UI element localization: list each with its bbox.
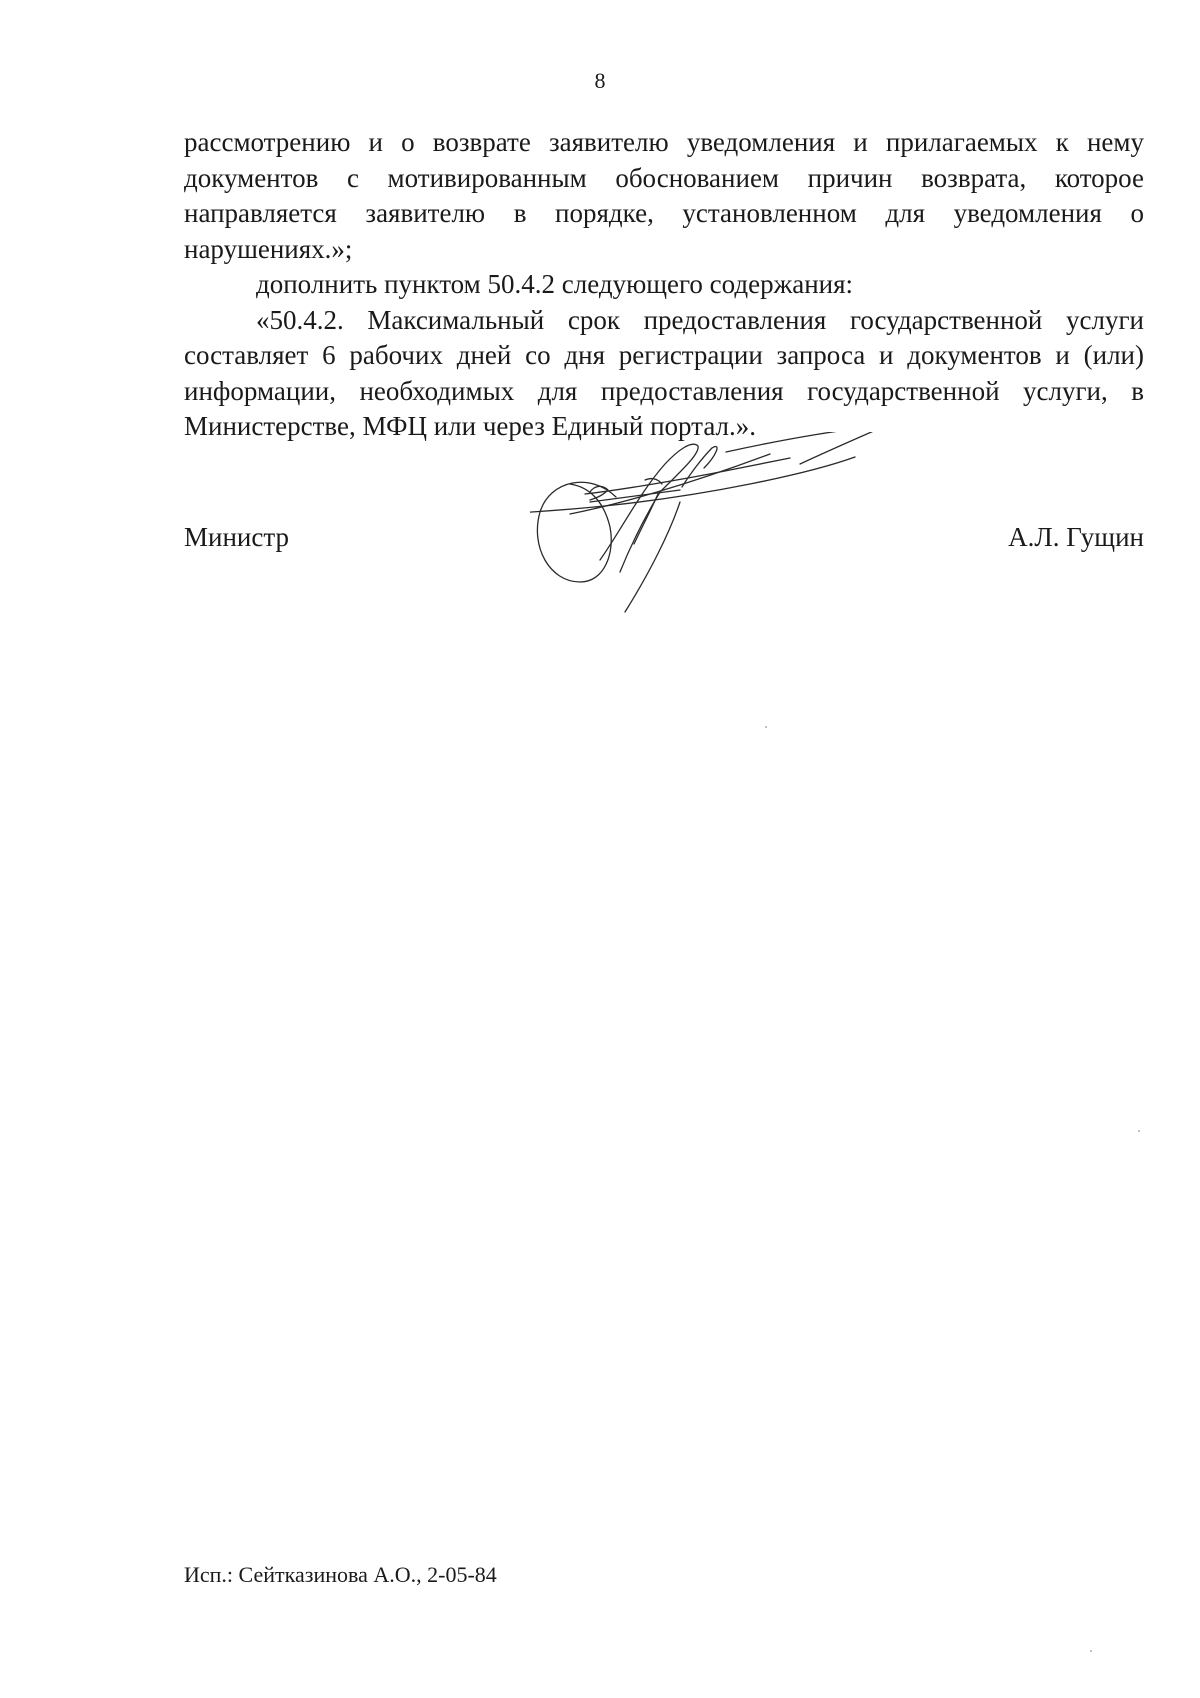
page-number: 8	[594, 68, 606, 93]
scan-speck	[765, 726, 767, 728]
document-body	[184, 125, 1144, 445]
executor-note: Исп.: Сейтказинова А.О., 2-05-84	[184, 1562, 497, 1587]
paragraph-continuation: рассмотрению и о возврате заявителю уведомления и прилагаемых к нему документов с мотивированным обоснованием причин возврата, которое направляется заявителю в порядке, установленном для уведомления о нарушениях.»;	[184, 127, 1144, 264]
scan-speck	[1138, 1130, 1140, 1132]
paragraph-amendment-intro: дополнить пунктом 50.4.2 следующего содержания:	[256, 269, 854, 299]
handwritten-signature	[530, 432, 930, 637]
scan-speck	[1090, 1650, 1092, 1652]
signer-position: Министр	[184, 522, 289, 552]
paragraph-amendment-text: «50.4.2. Максимальный срок предоставления государственной услуги составляет 6 рабочих дней со дня регистрации запроса и документов и (или) информации, необходимых для предоставления государственной услуги, в Министерстве, МФЦ или через Единый портал.».	[184, 304, 1144, 441]
signer-name: А.Л. Гущин	[1008, 522, 1144, 552]
